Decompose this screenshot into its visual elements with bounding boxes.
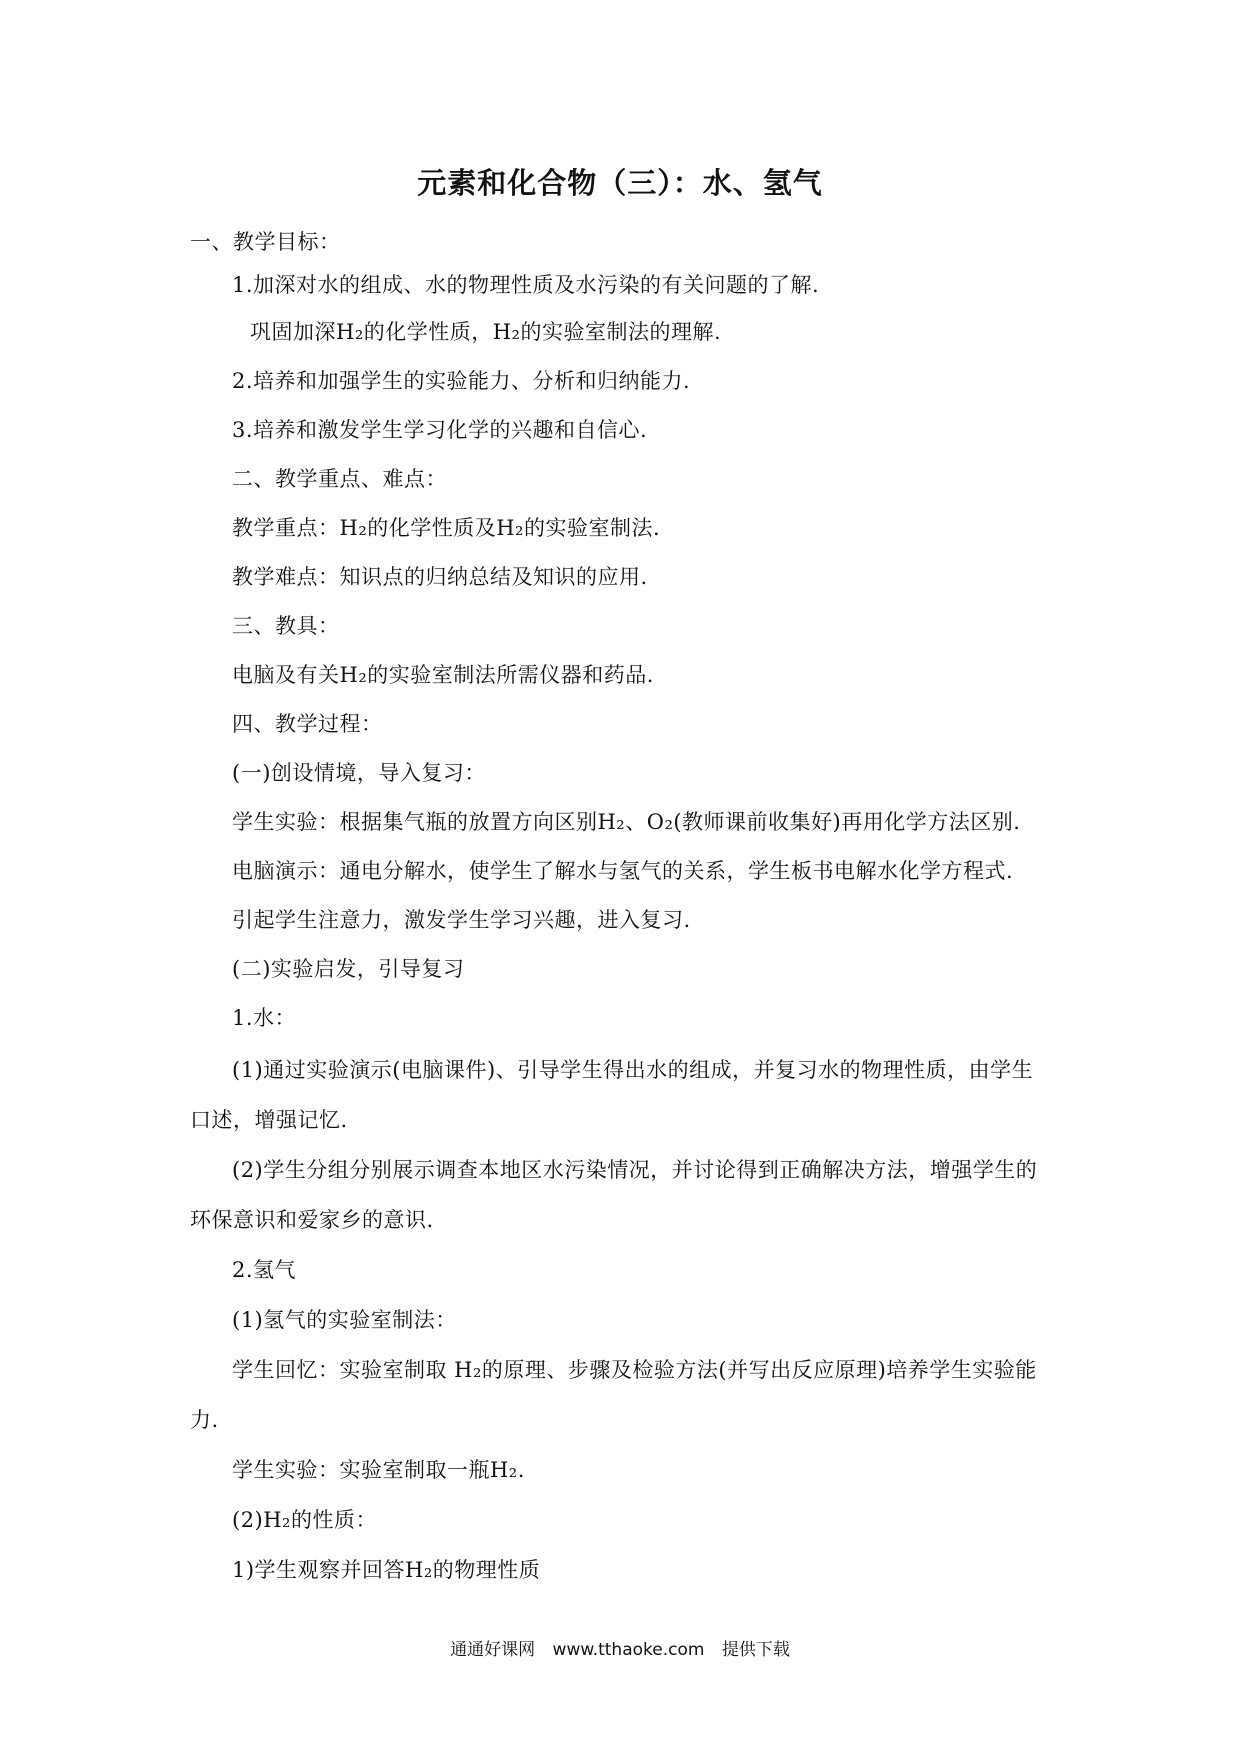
section-heading-process: 四、教学过程： bbox=[232, 712, 383, 736]
paragraph-line: (1)氢气的实验室制法： bbox=[232, 1308, 457, 1332]
paragraph-line: 学生实验：实验室制取一瓶H₂. bbox=[232, 1458, 525, 1482]
paragraph-line: (2)H₂的性质： bbox=[232, 1508, 377, 1532]
page-footer bbox=[0, 1638, 1240, 1662]
document-title: 元素和化合物（三）：水、氢气 bbox=[417, 166, 823, 200]
subsection-heading: (一)创设情境，导入复习： bbox=[232, 761, 486, 785]
paragraph-line: 环保意识和爱家乡的意识. bbox=[190, 1208, 434, 1232]
section-heading-objectives: 一、教学目标： bbox=[190, 230, 341, 254]
paragraph-line: 教学难点：知识点的归纳总结及知识的应用. bbox=[232, 565, 648, 589]
paragraph-line: (1)通过实验演示(电脑课件)、引导学生得出水的组成，并复习水的物理性质，由学生 bbox=[232, 1058, 1034, 1082]
subsection-heading-water: 1.水： bbox=[232, 1006, 297, 1030]
paragraph-line: 1.加深对水的组成、水的物理性质及水污染的有关问题的了解. bbox=[232, 273, 820, 297]
paragraph-line: 电脑及有关H₂的实验室制法所需仪器和药品. bbox=[232, 663, 654, 687]
footer-site-name: 通通好课网 bbox=[450, 1640, 536, 1660]
paragraph-line: 教学重点：H₂的化学性质及H₂的实验室制法. bbox=[232, 516, 661, 540]
paragraph-line: 1)学生观察并回答H₂的物理性质 bbox=[232, 1558, 541, 1582]
section-heading-key-points: 二、教学重点、难点： bbox=[232, 467, 447, 491]
subsection-heading: (二)实验启发，引导复习 bbox=[232, 957, 465, 981]
paragraph-line: 2.培养和加强学生的实验能力、分析和归纳能力. bbox=[232, 369, 691, 393]
paragraph-line: 学生回忆：实验室制取 H₂的原理、步骤及检验方法(并写出反应原理)培养学生实验能 bbox=[232, 1358, 1037, 1382]
section-heading-tools: 三、教具： bbox=[232, 614, 340, 638]
paragraph-line: 3.培养和激发学生学习化学的兴趣和自信心. bbox=[232, 418, 648, 442]
paragraph-line: 力. bbox=[190, 1408, 219, 1432]
paragraph-line: 巩固加深H₂的化学性质，H₂的实验室制法的理解. bbox=[250, 320, 722, 344]
footer-suffix: 提供下载 bbox=[721, 1640, 790, 1660]
paragraph-line: 电脑演示：通电分解水，使学生了解水与氢气的关系，学生板书电解水化学方程式. bbox=[232, 859, 1014, 883]
paragraph-line: 学生实验：根据集气瓶的放置方向区别H₂、O₂(教师课前收集好)再用化学方法区别. bbox=[232, 810, 1021, 834]
paragraph-line: 口述，增强记忆. bbox=[190, 1108, 348, 1132]
paragraph-line: 引起学生注意力，激发学生学习兴趣，进入复习. bbox=[232, 908, 691, 932]
paragraph-line: (2)学生分组分别展示调查本地区水污染情况，并讨论得到正确解决方法，增强学生的 bbox=[232, 1158, 1038, 1182]
subsection-heading-hydrogen: 2.氢气 bbox=[232, 1258, 297, 1282]
footer-url[interactable]: www.tthaoke.com bbox=[552, 1640, 705, 1660]
